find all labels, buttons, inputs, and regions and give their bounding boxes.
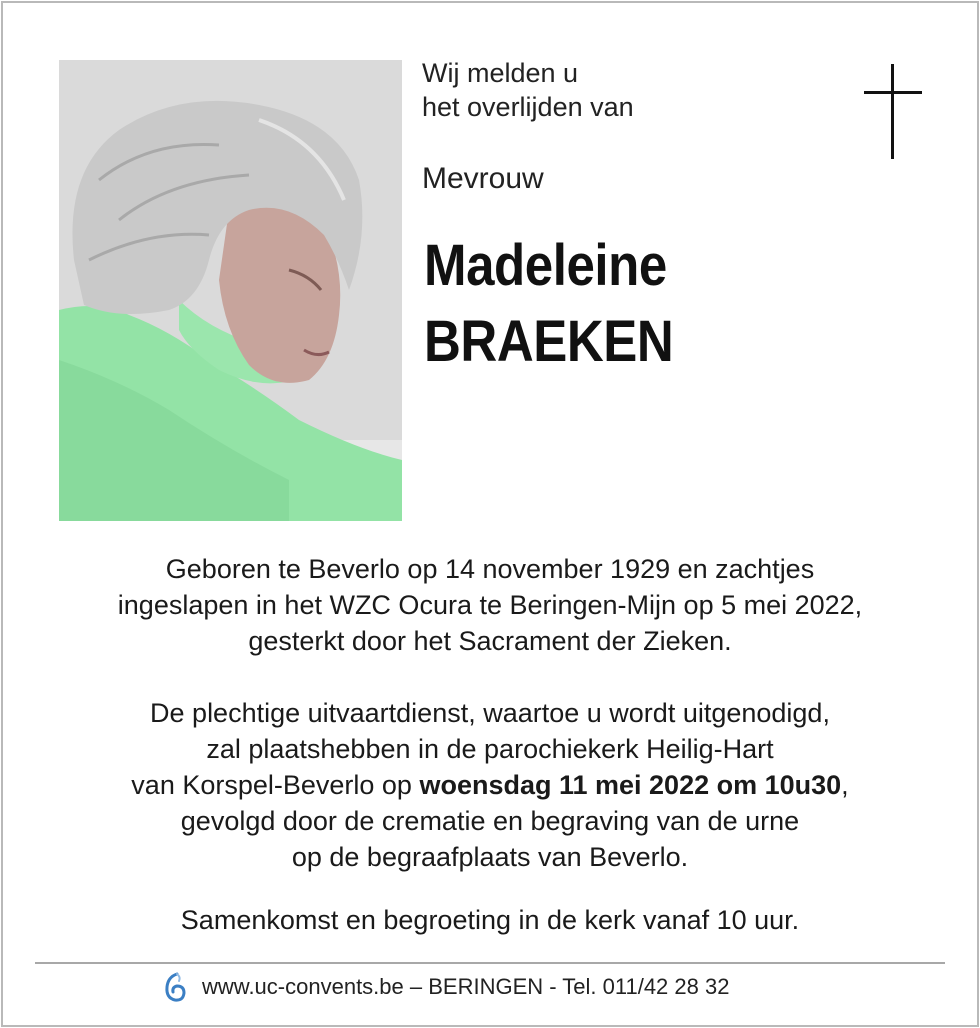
paragraph-line: Samenkomst en begroeting in de kerk vanaf 10 uur.	[180, 905, 800, 935]
gathering-paragraph	[20, 902, 960, 938]
paragraph-line: Geboren te Beverlo op 14 november 1929 en zachtjes	[165, 554, 815, 584]
honorific: Mevrouw	[422, 162, 544, 195]
paragraph-line	[20, 767, 960, 803]
funeral-home-logo-icon	[162, 971, 188, 1003]
service-text: van Korspel-Beverlo op	[131, 770, 420, 800]
footer-divider	[35, 962, 945, 964]
paragraph-line: op de begraafplaats van Beverlo.	[291, 842, 689, 872]
last-name: BRAEKEN	[424, 309, 674, 374]
funeral-service-paragraph	[20, 695, 960, 875]
birth-death-paragraph	[20, 551, 960, 659]
first-name: Madeleine	[424, 233, 667, 298]
footer-contact: www.uc-convents.be – BERINGEN - Tel. 011/42 28 32	[202, 974, 730, 999]
paragraph-line: zal plaatshebben in de parochiekerk Heilig-Hart	[206, 734, 774, 764]
paragraph-line: De plechtige uitvaartdienst, waartoe u wordt uitgenodigd,	[150, 698, 830, 728]
intro-line: Wij melden u	[422, 58, 579, 88]
intro-line: het overlijden van	[422, 92, 634, 122]
announcement-intro	[422, 56, 634, 124]
cross-icon	[864, 64, 922, 159]
portrait-photo	[59, 60, 402, 521]
paragraph-line: gevolgd door de crematie en begraving van de urne	[180, 806, 800, 836]
deceased-name	[424, 228, 673, 380]
paragraph-line: gesterkt door het Sacrament der Zieken.	[248, 626, 732, 656]
service-date: woensdag 11 mei 2022 om 10u30	[419, 770, 842, 800]
footer	[162, 967, 729, 1007]
service-text: ,	[841, 770, 849, 800]
paragraph-line: ingeslapen in het WZC Ocura te Beringen-Mijn op 5 mei 2022,	[117, 590, 863, 620]
